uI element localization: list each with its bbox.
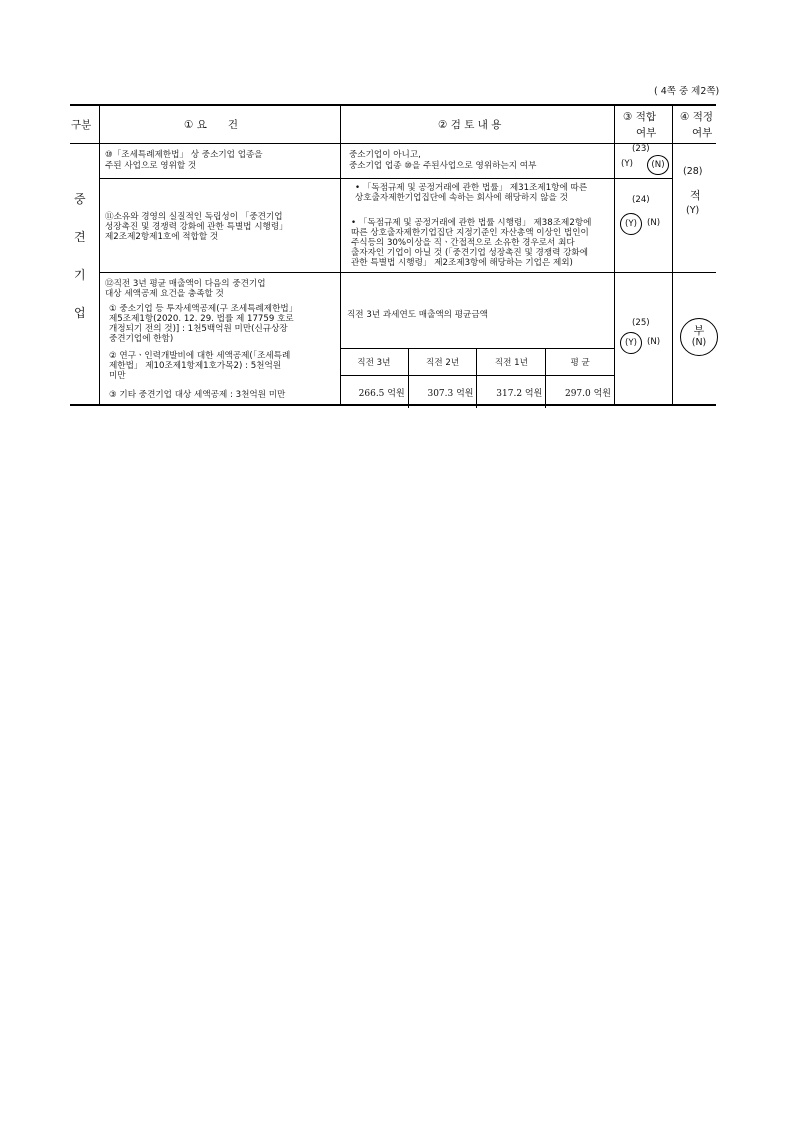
category-char-1: 중 [74,192,86,206]
header-category: 구분 [71,119,92,131]
row2-review-b-line4: 출자자인 기업이 아닐 것 (「중견기업 성장촉진 및 경쟁력 강화에 [351,248,589,258]
row1-fit-yes: (Y) [621,159,633,169]
row3-fit-no: (N) [647,337,661,347]
header-review: ② 검 토 내 용 [438,119,502,131]
row1-review-line1: 중소기업이 아니고, [349,150,421,160]
row2-review-b-line3: 주식등의 30%이상을 직ㆍ간접적으로 소유한 경우로서 최다 [351,238,575,248]
revenue-value-cell: 266.5 억원 [340,376,408,409]
final-number: (28) [683,166,703,177]
row2-review-a-line1: • 「독점규제 및 공정거래에 관한 법률」 제31조제1항에 따른 [355,183,588,193]
row1-bottom-rule [100,178,672,179]
row2-requirement-line1: ⑪소유와 경영의 실질적인 독립성이 「중견기업 [105,212,283,222]
revenue-header-cell: 직전 2년 [408,349,477,376]
row2-requirement-line3: 제2조제2항제1호에 적합할 것 [105,232,219,242]
header-final-line1: ④ 적정 [680,111,714,123]
row2-review-b-line1: • 「독점규제 및 공정거래에 관한 법률 시행령」 제38조제2항에 [351,218,592,228]
row2-review-b-line5: 관한 특별법 시행령」 제2조제3항에 해당하는 기업은 제외) [351,258,573,268]
revenue-header-cell: 직전 3년 [340,349,408,376]
revenue-value-cell: 307.3 억원 [408,376,477,409]
row3-requirement-item2-line3: 미만 [109,371,126,381]
row1-review-line2: 중소기업 업종 ⑩을 주된사업으로 영위하는지 여부 [349,161,537,171]
header-fit-line2: 여부 [636,127,657,139]
category-char-2: 견 [74,230,86,244]
row2-fit-no: (N) [647,218,661,228]
row3-review-title: 직전 3년 과세연도 매출액의 평균금액 [347,310,488,320]
final-bottom-code: (N) [691,337,707,348]
header-bottom-rule [70,143,716,144]
header-requirement: ① 요 건 [184,119,239,131]
row2-review-a-line2: 상호출자제한기업집단에 속하는 회사에 해당하지 않을 것 [355,193,568,203]
col-rule-4 [672,106,673,404]
header-final-line2: 여부 [692,127,713,139]
row1-fit-no-circled: (N) [647,155,669,175]
category-char-3: 기 [74,268,86,282]
row2-review-b-line2: 따른 상호출자제한기업집단 지정기준인 자산총액 이상인 법인이 [351,228,589,238]
row2-requirement-line2: 성장촉진 및 경쟁력 강화에 관한 특별법 시행령」 [105,222,288,232]
row3-requirement-item1-line2: 제5조제1항(2020. 12. 29. 법률 제 17759 호로 [109,314,294,324]
row3-requirement-title-line1: ⑫직전 3년 평균 매출액이 다음의 중견기업 [105,279,266,289]
row3-requirement-item2-line2: 제한법」 제10조제1항제1호가목2) : 5천억원 [109,361,282,371]
final-bottom-label: 부 [693,324,705,337]
row3-fit-number: (25) [632,318,650,328]
col-rule-3 [614,106,615,404]
final-top-code: (Y) [686,205,700,216]
row3-requirement-item1-line3: 개정되기 전의 것)] : 1천5백억원 미만(신규상장 [109,324,288,334]
final-mid-rule [672,272,716,273]
row1-fit-number: (23) [632,144,650,154]
header-fit-line1: ③ 적합 [623,111,657,123]
revenue-header-cell: 직전 1년 [477,349,546,376]
row2-fit-number: (24) [632,195,650,205]
row3-requirement-item2-line1: ② 연구ㆍ인력개발비에 대한 세액공제(「조세특례 [109,351,291,361]
final-top-label: 적 [690,189,701,202]
row3-requirement-item3: ③ 기타 중견기업 대상 세액공제 : 3천억원 미만 [109,390,286,400]
final-bottom-circle [680,318,718,356]
row3-fit-yes-circled: (Y) [620,332,642,354]
row1-requirement-line1: ⑩「조세특례제한법」 상 중소기업 업종을 [105,150,263,160]
revenue-value-cell: 297.0 억원 [546,376,614,409]
row1-requirement-line2: 주된 사업으로 영위할 것 [105,161,197,171]
page-note: ( 4쪽 중 제2쪽) [654,86,720,97]
col-rule-1 [99,106,100,404]
revenue-header-cell: 평 균 [546,349,614,376]
table-top-rule [70,104,716,106]
row3-requirement-item1-line1: ① 중소기업 등 투자세액공제(구 조세특례제한법」 [109,304,298,314]
revenue-value-cell: 317.2 억원 [477,376,546,409]
category-char-4: 업 [74,306,86,320]
row2-fit-yes-circled: (Y) [620,213,642,235]
row2-bottom-rule [100,272,672,273]
revenue-table [340,348,614,408]
row3-requirement-title-line2: 대상 세액공제 요건을 충족할 것 [105,289,224,299]
row3-requirement-item1-line4: 중견기업에 한함) [109,334,174,344]
